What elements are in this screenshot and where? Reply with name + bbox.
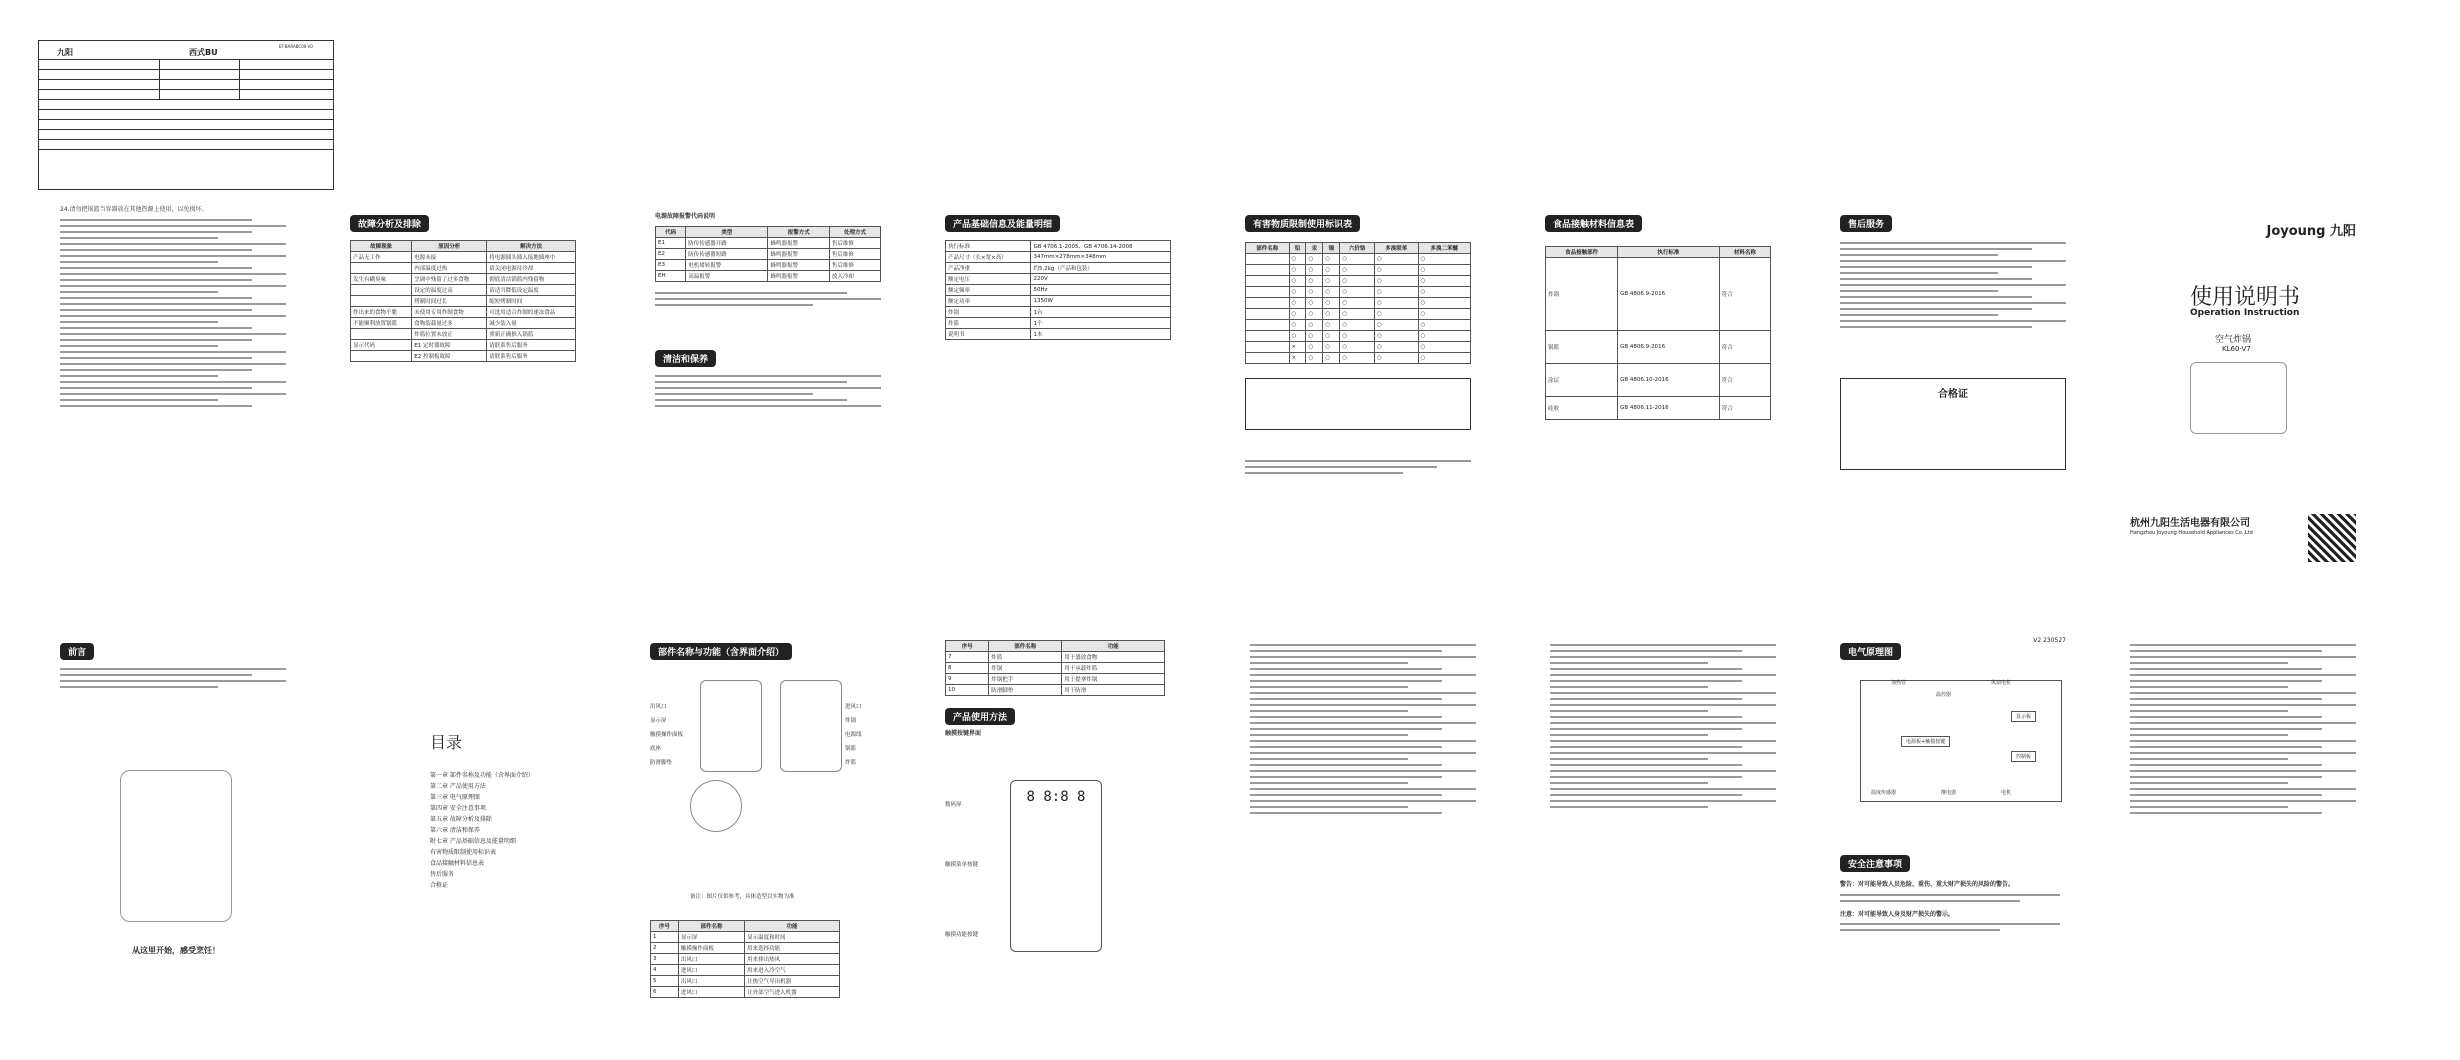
touch-label: 数码屏 (945, 802, 962, 808)
toc-item[interactable]: 第六章 清洁和保养 (430, 827, 480, 834)
table-row: 额定频率 50Hz (946, 285, 1171, 296)
table-row: 10 防滑脚垫 用于防滑 (946, 685, 1165, 696)
touch-label: 触摸功能按键 (945, 932, 979, 938)
toc-item[interactable]: 第四章 安全注意事项 (430, 805, 486, 812)
touch-panel[interactable] (1010, 780, 1102, 952)
spec-sheet (38, 40, 334, 190)
toc-item[interactable]: 第五章 故障分析及排除 (430, 816, 492, 823)
table-row: 9 炸锅把手 用于提拿炸锅 (946, 674, 1165, 685)
panel-preface (60, 640, 286, 1060)
table-row: E1 防传传感器开路 蜂鸣器报警 售后维修 (656, 237, 881, 248)
fault-col: 故障现象 (351, 241, 412, 252)
usage-header: 产品使用方法 (945, 708, 1015, 725)
table-row: 涂层 GB 4806.10-2016 符合 (1546, 364, 1771, 397)
spec-sheet-dept: 西式BU (189, 48, 218, 57)
display-digits: 8 8:8 8 (1026, 789, 1086, 805)
table-row: E2 防传传感器短路 蜂鸣器报警 售后维修 (656, 248, 881, 259)
table-row: 3 出风口 用来排出热风 (651, 954, 840, 965)
panel-steps (1250, 640, 1476, 1060)
table-row: 2 触摸操作面板 用来选择功能 (651, 943, 840, 954)
table-row: E3 电机堵转报警 蜂鸣器报警 售后维修 (656, 259, 881, 270)
parts-labels-left: 出风口 显示屏 触摸操作面板 底座 防滑脚垫 (650, 704, 684, 766)
spec-sheet-code: ET-BARABC00-V0 (279, 44, 313, 49)
fault-col: 解决方法 (487, 241, 576, 252)
table-row: 额定电压 220V (946, 274, 1171, 285)
table-row: E2 控制板故障 请联系售后服务 (351, 351, 576, 362)
circuit-header: 电气原理图 (1840, 643, 1901, 660)
spec-sheet-brand: 九阳 (57, 48, 73, 57)
table-row: 显示代码 E1 定时器故障 请联系售后服务 (351, 340, 576, 351)
table-row: 5 出风口 让热空气导出机器 (651, 976, 840, 987)
table-row: 8 炸锅 用于承载炸篮 (946, 663, 1165, 674)
table-row: 炸锅 1台 (946, 307, 1171, 318)
toc-item[interactable]: 售后服务 (430, 871, 455, 878)
table-row: 产品尺寸（长×宽×高） 347mm×278mm×348mm (946, 252, 1171, 263)
table-row: 6 进风口 让外部空气进入机器 (651, 987, 840, 998)
panel-usage (945, 640, 1171, 1060)
hazard-header: 有害物质限制使用标识表 (1245, 215, 1360, 232)
safety-warning: 警告：对可能导致人员危险、重伤、重大财产损失的风险的警告。 (1840, 881, 2015, 888)
cover-title-cn: 使用说明书 (2190, 285, 2301, 310)
fault-col: 原因分析 (412, 241, 487, 252)
prevention-first-line: 24.清勿把锅篮当容器放在其他热源上使用，以免损坏。 (60, 206, 208, 213)
table-row: 硅胶 GB 4806.11-2016 符合 (1546, 397, 1771, 420)
parts-table-cont: 序号 部件名称 功能 7 炸篮 用于盛放食物 8 炸锅 用于承载炸篮 9 炸锅把手 用于提拿炸锅 10 防滑脚垫 用于防滑 (945, 640, 1165, 696)
table-row: 额定功率 1350W (946, 296, 1171, 307)
panel-material (1545, 212, 1771, 632)
error-header: 电源故障报警代码说明 (655, 213, 716, 220)
cover-brand: Joyoung 九阳 (2266, 224, 2356, 239)
table-row: 产品无工作 电源未接 将电源插头插入接地插座中 (351, 252, 576, 263)
toc-item[interactable]: 有害物质限制使用标识表 (430, 849, 497, 856)
table-row: 产品净重 约5.2kg（产品和包装） (946, 263, 1171, 274)
table-row: 不能顺利放置锅篮 食物装载量过多 减少装入量 (351, 318, 576, 329)
parts-side-view (780, 680, 842, 772)
panel-hazard (1245, 212, 1471, 632)
table-row: 设定的温度过高 请适当降低设定温度 (351, 285, 576, 296)
table-row: 锅篮 GB 4806.9-2016 符合 (1546, 331, 1771, 364)
parts-front-view (700, 680, 762, 772)
company-en: Hangzhou Joyoung Household Appliances Co.,Ltd (2130, 530, 2253, 536)
airfryer-illustration (120, 770, 232, 922)
model: KL60-V7 (2222, 345, 2251, 353)
table-row: 内部温度过热 请关闭电源待冷却 (351, 263, 576, 274)
fault-header: 故障分析及排除 (350, 215, 429, 232)
version-footer: V2 230527 (2033, 637, 2066, 644)
table-row: 4 进风口 用来进入冷空气 (651, 965, 840, 976)
panel-service (1840, 212, 2066, 644)
parts-header: 部件名称与功能（含界面介绍） (650, 643, 792, 660)
toc-item[interactable]: 食品接触材料信息表 (430, 860, 485, 867)
panel-final (2130, 640, 2356, 1060)
toc-title: 目录 (430, 733, 463, 752)
service-header: 售后服务 (1840, 215, 1892, 232)
panel-parts (650, 640, 876, 1060)
panel-fault (350, 212, 576, 632)
parts-labels-right: 进风口 炸锅 电源线 锅篮 炸篮 (845, 704, 862, 766)
table-row: 烤制时间过长 缩短烤制时间 (351, 296, 576, 307)
table-row: 执行标准 GB 4706.1-2005、GB 4706.14-2008 (946, 241, 1171, 252)
fault-table (350, 240, 576, 362)
panel-circuit (1840, 640, 2066, 1060)
spec-header: 产品基础信息及能量明细 (945, 215, 1060, 232)
toc-item[interactable]: 第一章 部件名称及功能（含界面介绍） (430, 772, 534, 779)
table-row: 炸出来的食物不脆 未使用专用炸制食物 可选用适合炸制的速冻食品 (351, 307, 576, 318)
toc-item[interactable]: 附七章 产品基础信息及能量明细 (430, 838, 516, 845)
table-row: 7 炸篮 用于盛放食物 (946, 652, 1165, 663)
table-row: 炸篮位置未放正 重新正确推入锅篮 (351, 329, 576, 340)
panel-spec (945, 212, 1171, 632)
touch-label: 触摸菜单按键 (945, 862, 979, 868)
circuit-diagram: 加热管 温控器 风扇电机 电源板+触摸按键 显示板 控制板 温度传感器 继电器 电机 (1860, 680, 2062, 802)
table-row: 1 显示屏 显示温度和时间 (651, 932, 840, 943)
error-table: 代码 类型 报警方式 处理方式 E1 防传传感器开路 蜂鸣器报警 售后维修 E2 防传传感器短路 蜂鸣器报警 售后维修 E3 电机堵转报警 蜂鸣器报警 售后维修 EH 高温报警 蜂鸣器报警 放入冷却 (655, 226, 881, 282)
preface-header: 前言 (60, 643, 94, 660)
product-name: 空气炸锅 (2215, 335, 2252, 345)
parts-note: 备注：图片仅供参考，具体造型以实物为准 (690, 894, 795, 900)
certificate-box (1840, 378, 2066, 470)
panel-toc (400, 640, 626, 1060)
toc-item[interactable]: 第三章 电气原理图 (430, 794, 480, 801)
cover-title-en: Operation Instruction (2190, 308, 2300, 318)
parts-table: 序号 部件名称 功能 1 显示屏 显示温度和时间 2 触摸操作面板 用来选择功能 3 出风口 用来排出热风 4 进风口 用来进入冷空气 5 出风口 让热空气导出机器 6 进风口 让外部空气进入机器 (650, 920, 840, 998)
certificate-title: 合格证 (1938, 389, 1968, 400)
panel-prevention (60, 205, 286, 625)
hazard-table: 部件名称 铅 汞 镉 六价铬 多溴联苯 多溴二苯醚 ○ ○ ○ ○ ○ ○ ○ ○ ○ ○ ○ ○ ○ ○ ○ ○ ○ ○ ○ ○ ○ ○ ○ ○ ○ ○ ○ ○ ○ ○ ○ ○ ○ ○ ○ ○ ○ ○ ○ ○ ○ ○ ○ ○ ○ ○ ○ ○ × ○ ○ ○ ○ ○ × ○ ○ ○ ○ ○ (1245, 242, 1471, 364)
table-row: EH 高温报警 蜂鸣器报警 放入冷却 (656, 270, 881, 281)
safety-header: 安全注意事项 (1840, 855, 1910, 872)
safety-block (1840, 852, 2060, 935)
touch-title: 触摸按键界面 (945, 730, 982, 737)
preface-footer: 从这里开始，感受烹饪！ (132, 946, 220, 955)
parts-basket-view (690, 780, 742, 832)
toc-item[interactable]: 第二章 产品使用方法 (430, 783, 486, 790)
product-illustration (2190, 362, 2287, 434)
table-row: 说明书 1本 (946, 329, 1171, 340)
panel-cover (2130, 212, 2356, 632)
table-row: 炸锅 GB 4806.9-2016 符合 (1546, 258, 1771, 331)
table-row: 发生有糊臭味 烹调中残留了过多食物 彻底清洁锅篮内残留物 (351, 274, 576, 285)
panel-steps-2 (1550, 640, 1776, 1060)
company-cn: 杭州九阳生活电器有限公司 (2130, 518, 2250, 529)
table-row: 炸篮 1个 (946, 318, 1171, 329)
panel-error (655, 212, 881, 632)
clean-header: 清洁和保养 (655, 350, 716, 367)
material-header: 食品接触材料信息表 (1545, 215, 1642, 232)
toc-item[interactable]: 合格证 (430, 882, 449, 889)
spec-table (945, 240, 1171, 340)
safety-caution: 注意：对可能导致人身及财产损失的警示。 (1840, 910, 1955, 918)
toc-list (430, 770, 534, 891)
qr-code (2308, 514, 2356, 562)
material-table: 食品接触部件 执行标准 材料名称 炸锅 GB 4806.9-2016 符合 锅篮 GB 4806.9-2016 符合 涂层 GB 4806.10-2016 符合 硅胶 GB 4806.11-2016 符合 (1545, 246, 1771, 420)
